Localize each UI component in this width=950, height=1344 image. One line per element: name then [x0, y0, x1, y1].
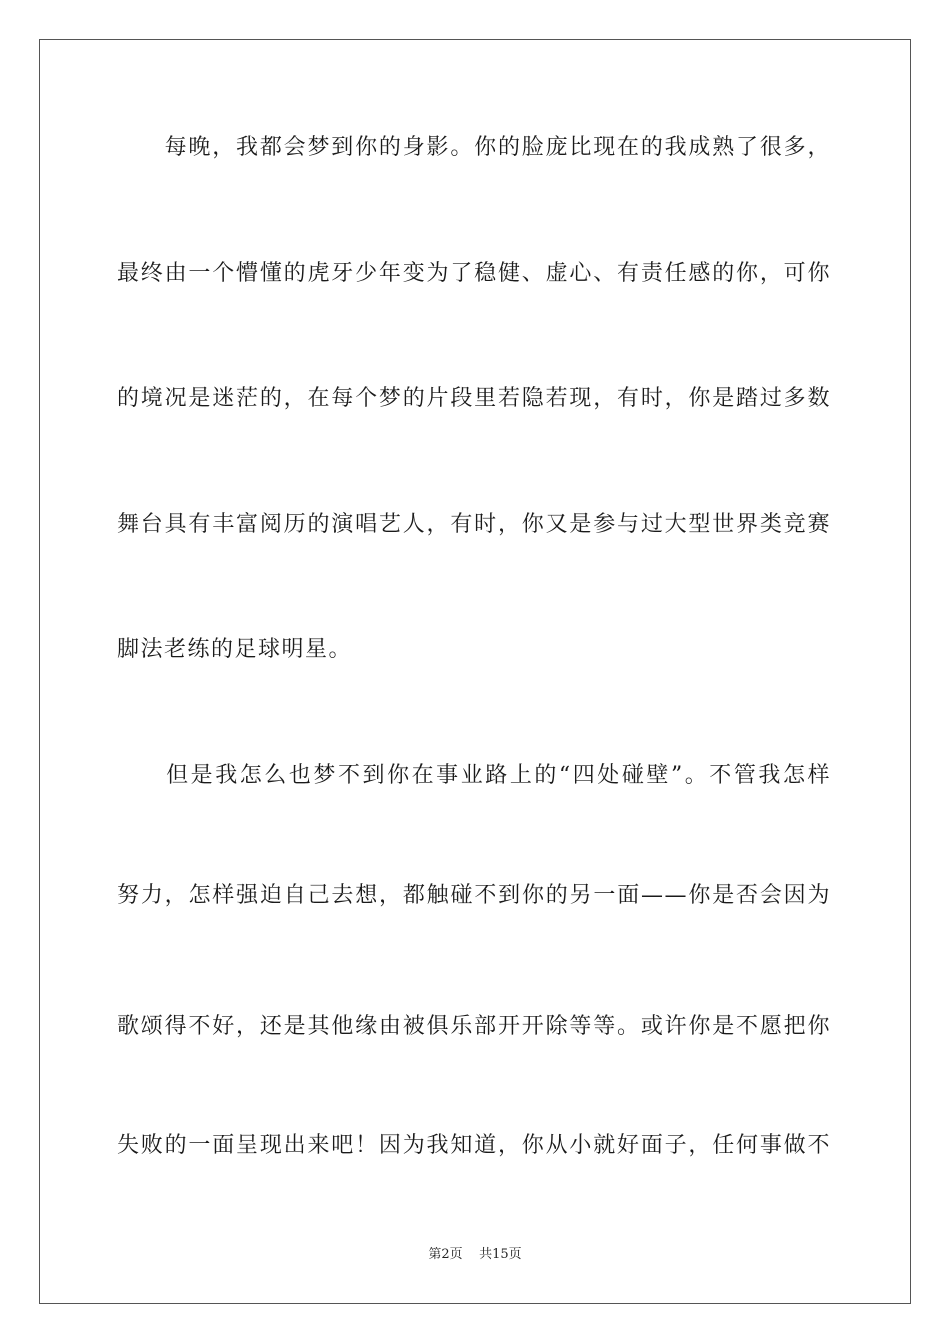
- text-line-3: 的境况是迷茫的，在每个梦的片段里若隐若现，有时，你是踏过多数: [117, 386, 831, 411]
- text-line-1: 每晚，我都会梦到你的身影。你的脸庞比现在的我成熟了很多，: [117, 135, 831, 160]
- text-line-4: 舞台具有丰富阅历的演唱艺人，有时，你又是参与过大型世界类竞赛: [117, 512, 831, 537]
- page-total: 共15页: [479, 1247, 522, 1262]
- text-line-6: 但是我怎么也梦不到你在事业路上的“四处碰壁”。不管我怎样: [117, 763, 831, 788]
- text-line-7: 努力，怎样强迫自己去想，都触碰不到你的另一面——你是否会因为: [117, 883, 831, 908]
- text-line-8: 歌颂得不好，还是其他缘由被俱乐部开开除等等。或许你是不愿把你: [117, 1014, 831, 1039]
- text-line-9: 失败的一面呈现出来吧！因为我知道，你从小就好面子，任何事做不: [117, 1133, 831, 1158]
- page-border: [39, 39, 911, 1304]
- text-line-2: 最终由一个懵懂的虎牙少年变为了稳健、虚心、有责任感的你，可你: [117, 261, 831, 286]
- page-number: 第2页: [428, 1247, 463, 1262]
- page-footer: [0, 1246, 950, 1264]
- text-line-5: 脚法老练的足球明星。: [117, 637, 353, 662]
